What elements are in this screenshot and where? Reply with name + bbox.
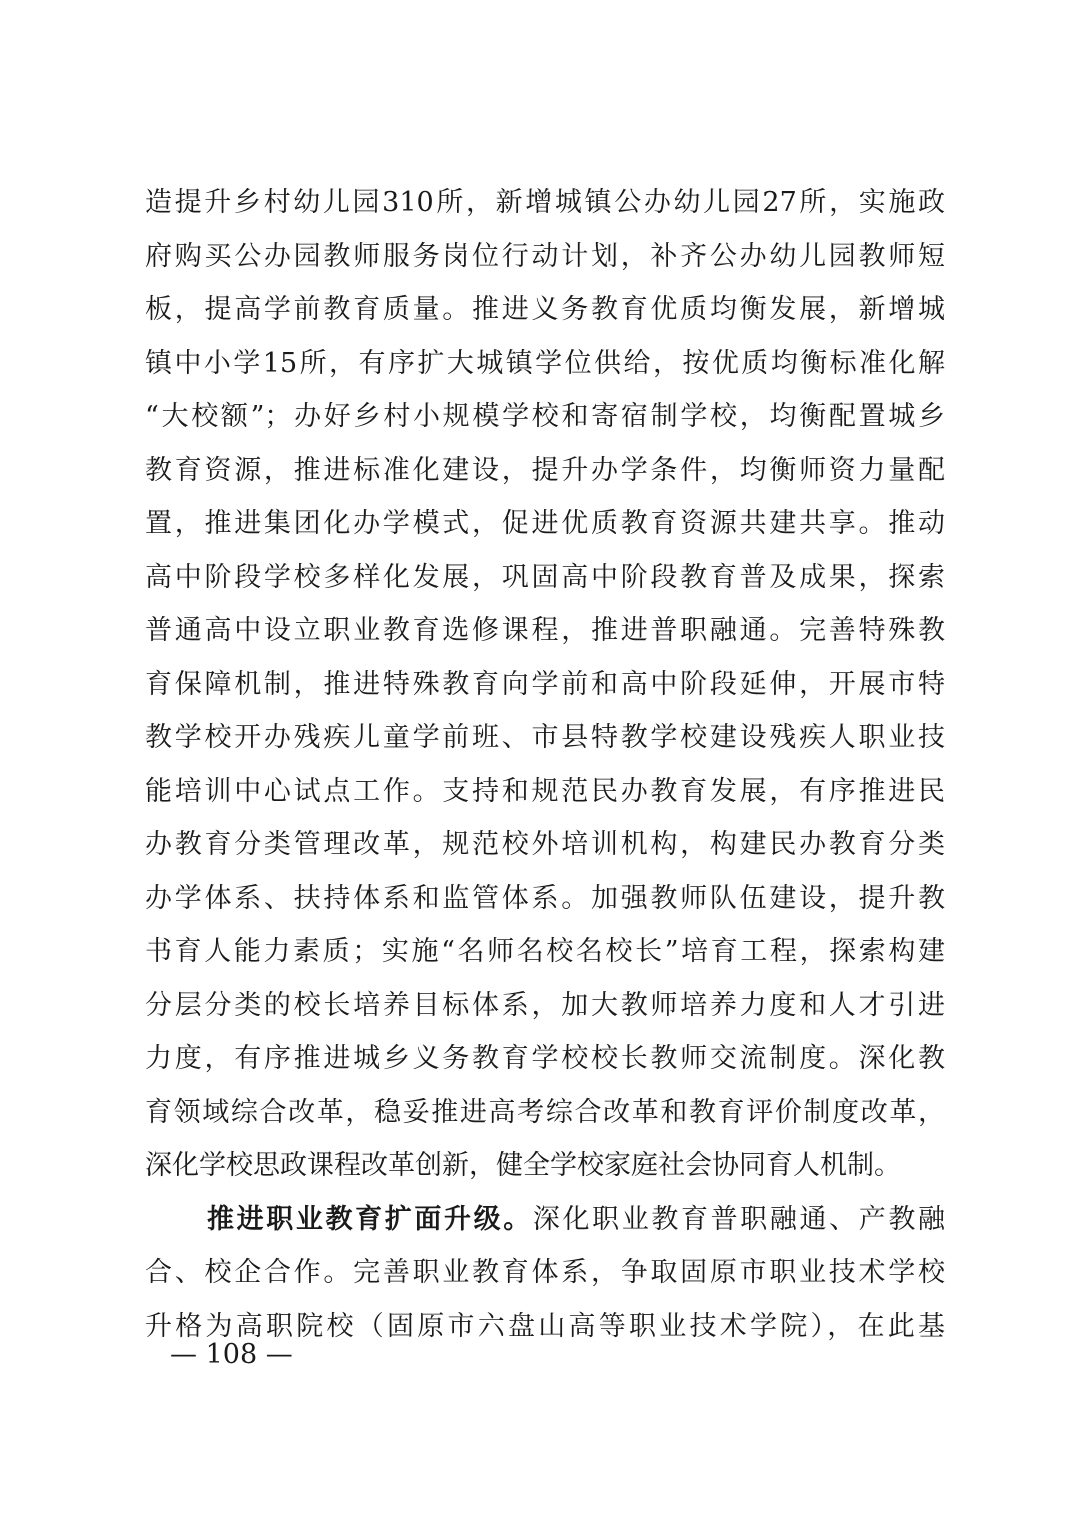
- text-line: 府购买公办园教师服务岗位行动计划，补齐公办幼儿园教师短: [145, 240, 945, 272]
- text-line: 办教育分类管理改革，规范校外培训机构，构建民办教育分类: [145, 829, 945, 860]
- text-line: 育领域综合改革，稳妥推进高考综合改革和教育评价制度改革，: [145, 1096, 945, 1128]
- text-line: 育保障机制，推进特殊教育向学前和高中阶段延伸，开展市特: [145, 668, 945, 700]
- text-line: “大校额”；办好乡村小规模学校和寄宿制学校，均衡配置城乡: [145, 401, 945, 432]
- text-line: 镇中小学15所，有序扩大城镇学位供给，按优质均衡标准化解: [145, 347, 945, 379]
- text-line: 书育人能力素质；实施“名师名校名校长”培育工程，探索构建: [145, 936, 945, 967]
- text-line: 普通高中设立职业教育选修课程，推进普职融通。完善特殊教: [145, 615, 945, 646]
- text-line: 升格为高职院校（固原市六盘山高等职业技术学院），在此基: [145, 1310, 945, 1342]
- text-line: 板，提高学前教育质量。推进义务教育优质均衡发展，新增城: [145, 294, 945, 325]
- text-line: 高中阶段学校多样化发展，巩固高中阶段教育普及成果，探索: [145, 561, 945, 593]
- text-line: 办学体系、扶持体系和监管体系。加强教师队伍建设，提升教: [145, 882, 945, 914]
- text-line: 教育资源，推进标准化建设，提升办学条件，均衡师资力量配: [145, 454, 945, 486]
- text-line: 置，推进集团化办学模式，促进优质教育资源共建共享。推动: [145, 508, 945, 539]
- text-line: 分层分类的校长培养目标体系，加大教师培养力度和人才引进: [145, 989, 945, 1021]
- paragraph-heading: 推进职业教育扩面升级。: [207, 1203, 533, 1235]
- text-line: 深化学校思政课程改革创新，健全学校家庭社会协同育人机制。: [145, 1150, 901, 1181]
- body-text: [145, 176, 945, 1353]
- text-line: 合、校企合作。完善职业教育体系，争取固原市职业技术学校: [145, 1257, 945, 1288]
- text-line: 教学校开办残疾儿童学前班、市县特教学校建设残疾人职业技: [145, 722, 945, 753]
- text-line: 造提升乡村幼儿园310所，新增城镇公办幼儿园27所，实施政: [145, 187, 945, 218]
- text-line: 力度，有序推进城乡义务教育学校校长教师交流制度。深化教: [145, 1043, 945, 1074]
- text-line: 能培训中心试点工作。支持和规范民办教育发展，有序推进民: [145, 775, 945, 807]
- paragraph-text: 深化职业教育普职融通、产教融: [532, 1203, 945, 1235]
- page-number: — 108 —: [170, 1339, 293, 1370]
- paragraph-1: [145, 176, 945, 1193]
- paragraph-2: [145, 1193, 945, 1354]
- text-line: [145, 1193, 945, 1247]
